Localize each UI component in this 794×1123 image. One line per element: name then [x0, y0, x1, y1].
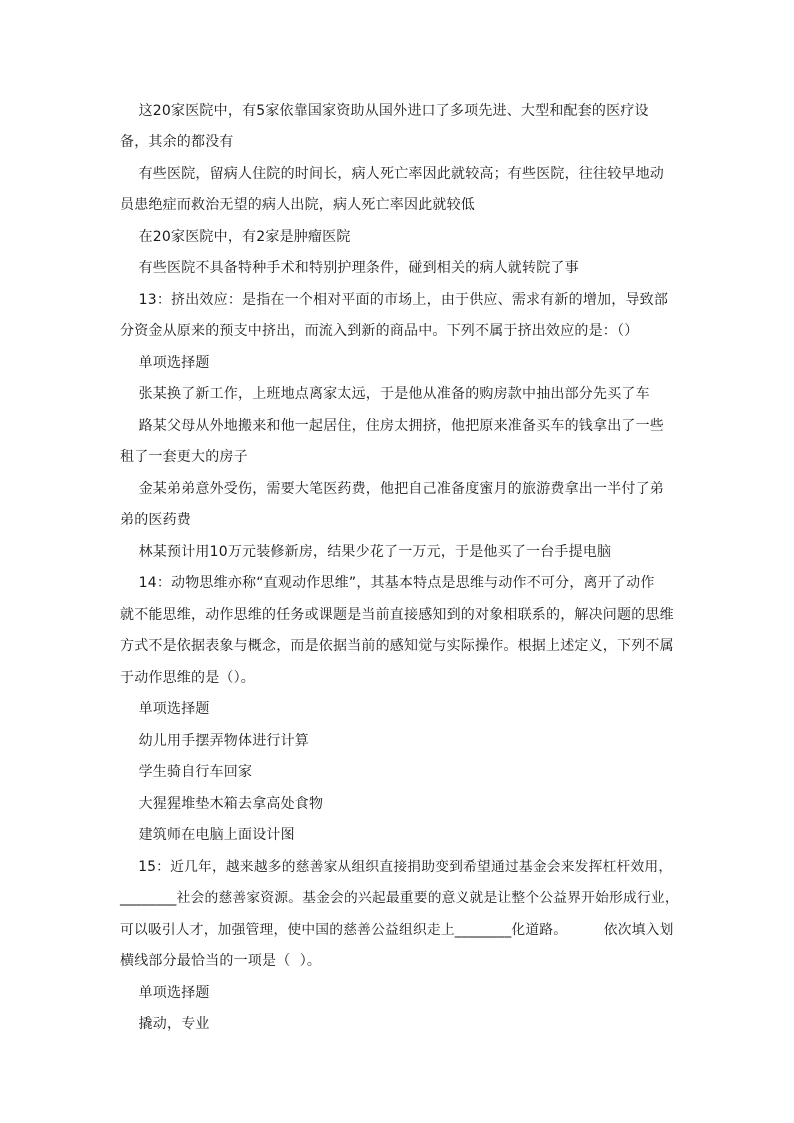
- text-line: 租了一套更大的房子: [120, 449, 248, 465]
- question-type-label: 单项选择题: [120, 701, 210, 717]
- text-line: 员患绝症而救治无望的病人出院，病人死亡率因此就较低: [120, 197, 475, 213]
- option-line: 大猩猩堆垫木箱去拿高处食物: [120, 796, 324, 812]
- option-line: 撬动，专业: [120, 1016, 210, 1032]
- question-13-stem: 13：挤出效应：是指在一个相对平面的市场上，由于供应、需求有新的增加，导致部: [120, 292, 669, 308]
- text-line: 有些医院，留病人住院的时间长，病人死亡率因此就较高；有些医院，往往较早地动: [120, 166, 664, 182]
- text-line: 这20家医院中，有5家依靠国家资助从国外进口了多项先进、大型和配套的医疗设: [120, 103, 649, 119]
- question-type-label: 单项选择题: [120, 355, 210, 371]
- option-line: 学生骑自行车回家: [120, 764, 253, 780]
- option-line: 幼儿用手摆弄物体进行计算: [120, 733, 309, 749]
- text-line: 方式不是依据表象与概念，而是依据当前的感知觉与实际操作。根据上述定义，下列不属: [120, 638, 674, 654]
- text-line: 弟的医药费: [120, 512, 191, 528]
- question-15-stem: 15：近几年，越来越多的慈善家从组织直接捐助变到希望通过基金会来发挥杠杆效用，: [120, 859, 673, 875]
- text-line: 于动作思维的是（）。: [120, 670, 255, 686]
- text-line: 就不能思维，动作思维的任务或课题是当前直接感知到的对象相联系的，解决问题的思维: [120, 607, 674, 623]
- question-14-stem: 14：动物思维亦称“直观动作思维”，其基本特点是思维与动作不可分，离开了动作: [120, 575, 655, 591]
- text-line: 有些医院不具备特种手术和特别护理条件，碰到相关的病人就转院了事: [120, 260, 579, 276]
- text-line: 可以吸引人才，加强管理，使中国的慈善公益组织走上________化道路。 依次填入划: [120, 922, 674, 938]
- text-line: ________社会的慈善家资源。基金会的兴起最重要的意义就是让整个公益界开始形成行业，: [120, 890, 679, 906]
- option-line: 张某换了新工作，上班地点离家太远，于是他从准备的购房款中抽出部分先买了车: [120, 386, 650, 402]
- option-line: 林某预计用10万元装修新房，结果少花了一万元，于是他买了一台手提电脑: [120, 544, 612, 560]
- text-line: 横线部分最恰当的一项是（ ）。: [120, 953, 322, 969]
- option-line: 金某弟弟意外受伤，需要大笔医药费，他把自己准备度蜜月的旅游费拿出一半付了弟: [120, 481, 664, 497]
- option-line: 路某父母从外地搬来和他一起居住，住房太拥挤，他把原来准备买车的钱拿出了一些: [120, 418, 664, 434]
- text-line: 分资金从原来的预支中挤出，而流入到新的商品中。下列不属于挤出效应的是：（）: [120, 323, 639, 339]
- text-line: 在20家医院中，有2家是肿瘤医院: [120, 229, 351, 245]
- option-line: 建筑师在电脑上面设计图: [120, 827, 295, 843]
- text-line: 备，其余的都没有: [120, 134, 234, 150]
- question-type-label: 单项选择题: [120, 985, 210, 1001]
